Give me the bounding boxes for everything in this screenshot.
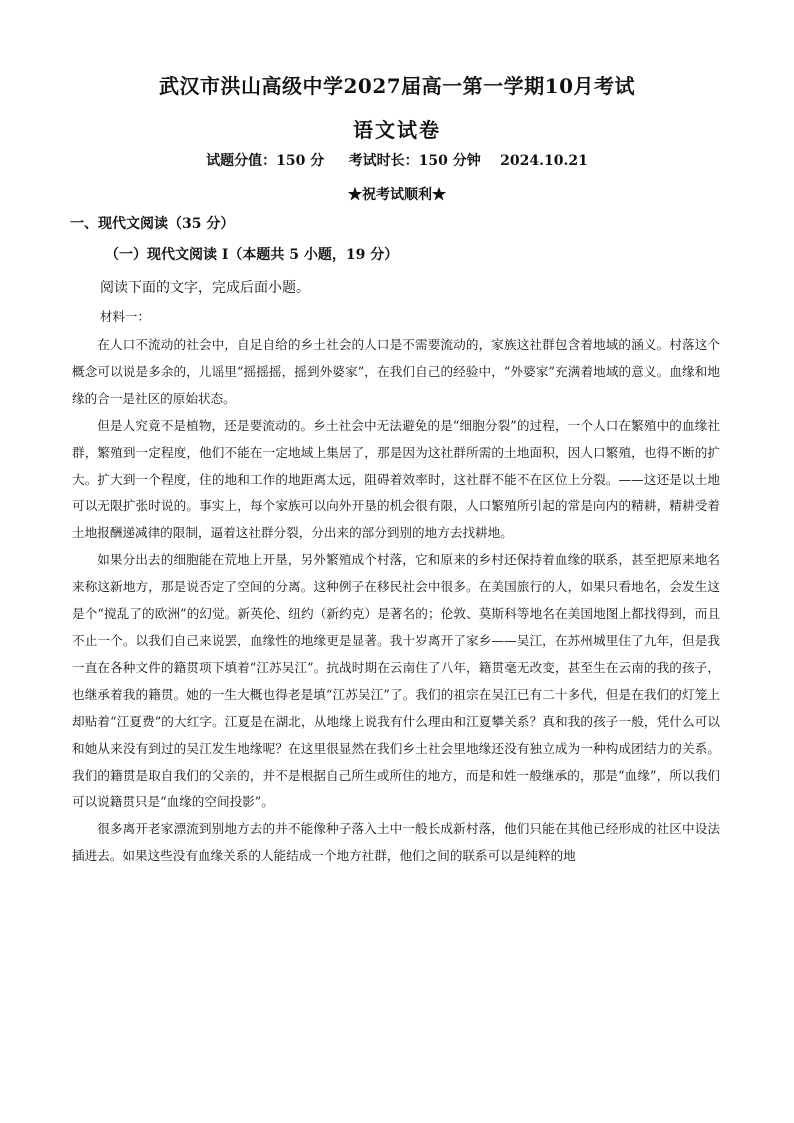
exam-title: 武汉市洪山高级中学2027届高一第一学期10月考试	[159, 74, 635, 98]
reading-instruction: 阅读下面的文字，完成后面小题。	[100, 280, 310, 296]
paragraph: 在人口不流动的社会中，自足自给的乡土社会的人口是不需要流动的，家族这社群包含着地域的涵义。村落这个概念可以说是多余的，儿谣里“摇摇摇，摇到外婆家”，在我们自己的经验中，“外婆家”充满着地域的意义。血缘和地缘的合一是社区的原始状态。	[72, 337, 720, 406]
paragraph: 但是人究竟不是植物，还是要流动的。乡土社会中无法避免的是“细胞分裂”的过程，一个人口在繁殖中的血缘社群，繁殖到一定程度，他们不能在一定地域上集居了，那是因为这社群所需的土地面积，因人口繁殖，也得不断的扩大。扩大到一个程度，住的地和工作的地距离太远，阻碍着效率时，这社群不能不在区位上分裂。——这还是以土地可以无限扩张时说的。事实上，每个家族可以向外开垦的机会很有限，人口繁殖所引起的常是向内的精耕，精耕受着土地报酬递减律的限制，逼着这社群分裂，分出来的部分到别的地方去找耕地。	[72, 417, 720, 541]
paragraph: 如果分出去的细胞能在荒地上开垦，另外繁殖成个村落，它和原来的乡村还保持着血缘的联系，甚至把原来地名来称这新地方，那是说否定了空间的分离。这种例子在移民社会中很多。在美国旅行的人，如果只看地名，会发生这是个“搅乱了的欧洲”的幻觉。新英伦、纽约（新约克）是著名的；伦敦、莫斯科等地名在美国地图上都找得到，而且不止一个。以我们自己来说罢，血缘性的地缘更是显著。我十岁离开了家乡——吴江，在苏州城里住了九年，但是我一直在各种文件的籍贯项下填着“江苏吴江”。抗战时期在云南住了八年，籍贯毫无改变，甚至生在云南的我的孩子，也继承着我的籍贯。她的一生大概也得老是填“江苏吴江”了。我们的祖宗在吴江已有二十多代，但是在我们的灯笼上却贴着“江夏费”的大红字。江夏是在湖北，从地缘上说我有什么理由和江夏攀关系？真和我的孩子一般，凭什么可以和她从来没有到过的吴江发生地缘呢？在这里很显然在我们乡土社会里地缘还没有独立成为一种构成团结力的关系。我们的籍贯是取自我们的父亲的，并不是根据自己所生或所住的地方，而是和姓一般继承的，那是“血缘”，所以我们可以说籍贯只是“血缘的空间投影”。	[72, 552, 720, 810]
material-label: 材料一：	[100, 309, 151, 324]
exam-meta: 试题分值：150 分 考试时长：150 分钟 2024.10.21	[206, 153, 588, 169]
subsection-heading: （一）现代文阅读 I（本题共 5 小题，19 分）	[105, 247, 399, 263]
paragraph: 很多离开老家漂流到别地方去的并不能像种子落入土中一般长成新村落，他们只能在其他已经形成的社区中设法插进去。如果这些没有血缘关系的人能结成一个地方社群，他们之间的联系可以是纯粹的地	[72, 821, 720, 864]
good-luck-line: ★祝考试顺利★	[348, 187, 446, 203]
section-heading: 一、现代文阅读（35 分）	[70, 216, 235, 232]
exam-subtitle: 语文试卷	[353, 118, 441, 142]
material-text	[72, 332, 720, 870]
